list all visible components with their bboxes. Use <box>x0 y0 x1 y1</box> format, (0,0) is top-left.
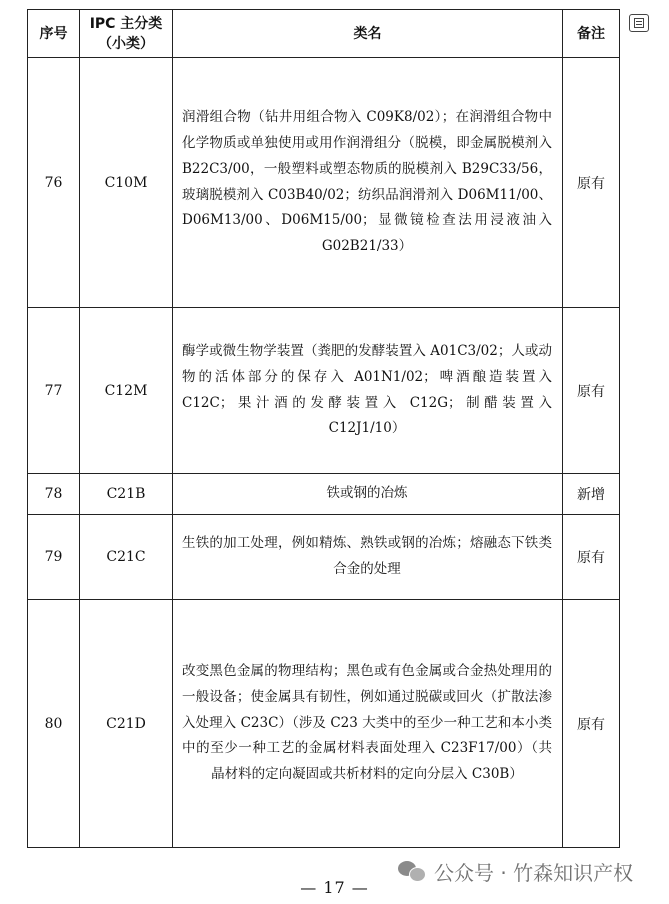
row-serial-number: 79 <box>28 515 80 600</box>
row-class-name: 改变黑色金属的物理结构；黑色或有色金属或合金热处理用的一般设备；使金属具有韧性，例如通过脱碳或回火（扩散法渗入处理入 C23C）（涉及 C23 大类中的至少一种工艺和本小类中的至少一种工艺的金属材料表面处理入 C23F17/00）（共晶材料的定向凝固或共析材料的定向分层入 C30B） <box>173 600 563 848</box>
header-serial-number: 序号 <box>28 10 80 58</box>
reader-mode-icon[interactable] <box>629 14 649 32</box>
table-row <box>28 515 620 600</box>
row-remark: 原有 <box>563 58 620 308</box>
header-ipc-line1: IPC 主分类 <box>89 15 163 32</box>
row-ipc-code: C12M <box>80 308 173 474</box>
row-class-name: 酶学或微生物学装置（粪肥的发酵装置入 A01C3/02；人或动物的活体部分的保存入 A01N1/02；啤酒酿造装置入 C12C；果汁酒的发酵装置入 C12G；制醋装置入 C12J1/10） <box>173 308 563 474</box>
header-ipc-line2: （小类） <box>98 35 154 52</box>
ipc-classification-table <box>27 9 620 848</box>
row-serial-number: 76 <box>28 58 80 308</box>
watermark-text: 公众号 · 竹森知识产权 <box>434 860 634 885</box>
table-row <box>28 308 620 474</box>
row-class-name: 生铁的加工处理，例如精炼、熟铁或钢的冶炼；熔融态下铁类合金的处理 <box>173 515 563 600</box>
row-serial-number: 77 <box>28 308 80 474</box>
row-remark: 原有 <box>563 515 620 600</box>
row-class-name: 铁或钢的冶炼 <box>173 474 563 515</box>
table-header-row <box>28 10 620 58</box>
row-remark: 新增 <box>563 474 620 515</box>
header-class-name: 类名 <box>173 10 563 58</box>
row-class-name: 润滑组合物（钻井用组合物入 C09K8/02）；在润滑组合物中化学物质或单独使用或用作润滑组分（脱模，即金属脱模剂入 B22C3/00，一般塑料或塑态物质的脱模剂入 B29C33/56，玻璃脱模剂入 C03B40/02；纺织品润滑剂入 D06M11/00、D06M13/00、D06M15/00；显微镜检查法用浸液油入 G02B21/33） <box>173 58 563 308</box>
header-ipc-class <box>80 10 173 58</box>
page-number: — 17 — <box>300 878 369 897</box>
row-remark: 原有 <box>563 308 620 474</box>
header-remark: 备注 <box>563 10 620 58</box>
table-row <box>28 600 620 848</box>
row-remark: 原有 <box>563 600 620 848</box>
row-serial-number: 78 <box>28 474 80 515</box>
row-ipc-code: C21D <box>80 600 173 848</box>
row-ipc-code: C21C <box>80 515 173 600</box>
row-serial-number: 80 <box>28 600 80 848</box>
row-ipc-code: C21B <box>80 474 173 515</box>
row-ipc-code: C10M <box>80 58 173 308</box>
table-row <box>28 474 620 515</box>
table-row <box>28 58 620 308</box>
